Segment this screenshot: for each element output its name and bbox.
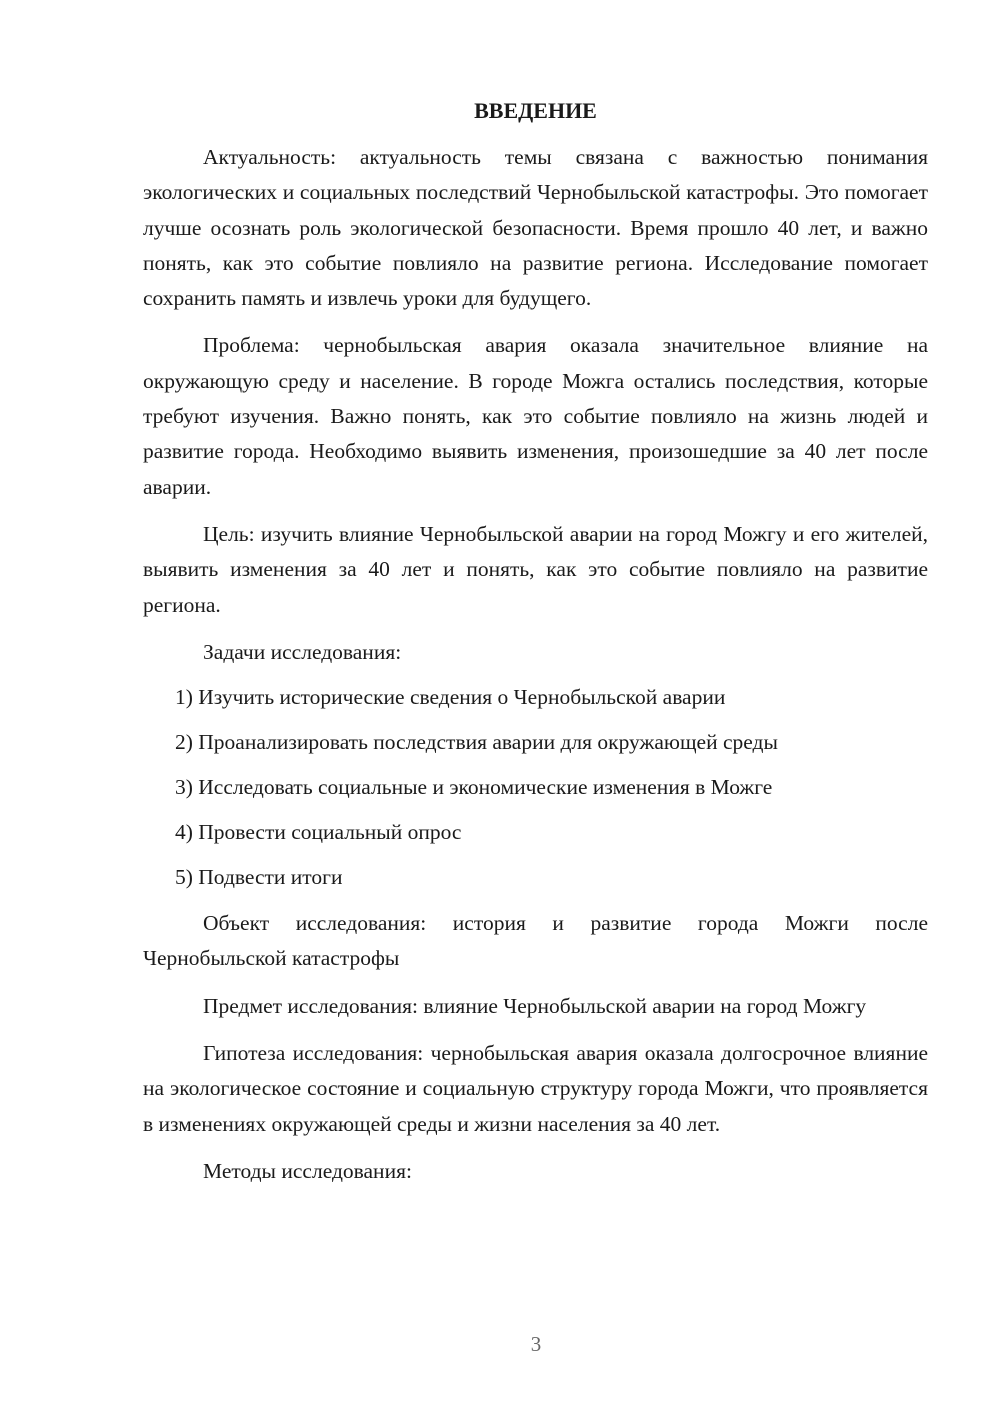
tasks-heading: Задачи исследования: [203, 639, 402, 664]
list-item: 4) Провести социальный опрос [175, 820, 462, 845]
methods-heading: Методы исследования: [203, 1158, 412, 1183]
tasks-list [143, 680, 928, 895]
problem-paragraph: Проблема: чернобыльская авария оказала значительное влияние на окружающую среду и население. В городе Можга остались последствия, которые требуют изучения. Важно понять, как это событие повлияло на жизнь людей и развитие города. Необходимо выявить изменения, произошедшие за 40 лет после аварии. [143, 333, 928, 499]
list-item: 1) Изучить исторические сведения о Чернобыльской аварии [175, 685, 726, 710]
list-item: 3) Исследовать социальные и экономические изменения в Можге [175, 775, 773, 800]
list-item: 5) Подвести итоги [175, 865, 343, 890]
page-number: 3 [530, 1332, 542, 1356]
object-paragraph: Объект исследования: история и развитие города Можги после Чернобыльской катастрофы [143, 911, 928, 971]
hypothesis-paragraph: Гипотеза исследования: чернобыльская авария оказала долгосрочное влияние на экологическое состояние и социальную структуру города Можги, что проявляется в изменениях окружающей среды и жизни населения за 40 лет. [143, 1041, 928, 1136]
goal-paragraph: Цель: изучить влияние Чернобыльской аварии на город Можгу и его жителей, выявить изменения за 40 лет и понять, как это событие повлияло на развитие региона. [143, 521, 928, 617]
page-title: ВВЕДЕНИЕ [474, 98, 597, 123]
document-page [143, 93, 928, 1201]
relevance-paragraph: Актуальность: актуальность темы связана с важностью понимания экологических и социальных последствий Чернобыльской катастрофы. Это помогает лучше осознать роль экологической безопасности. Время прошло 40 лет, и важно понять, как это событие повлияло на развитие региона. Исследование помогает сохранить память и извлечь уроки для будущего. [143, 145, 928, 311]
list-item: 2) Проанализировать последствия аварии для окружающей среды [175, 730, 778, 755]
subject-paragraph: Предмет исследования: влияние Чернобыльской аварии на город Можгу [203, 993, 867, 1018]
